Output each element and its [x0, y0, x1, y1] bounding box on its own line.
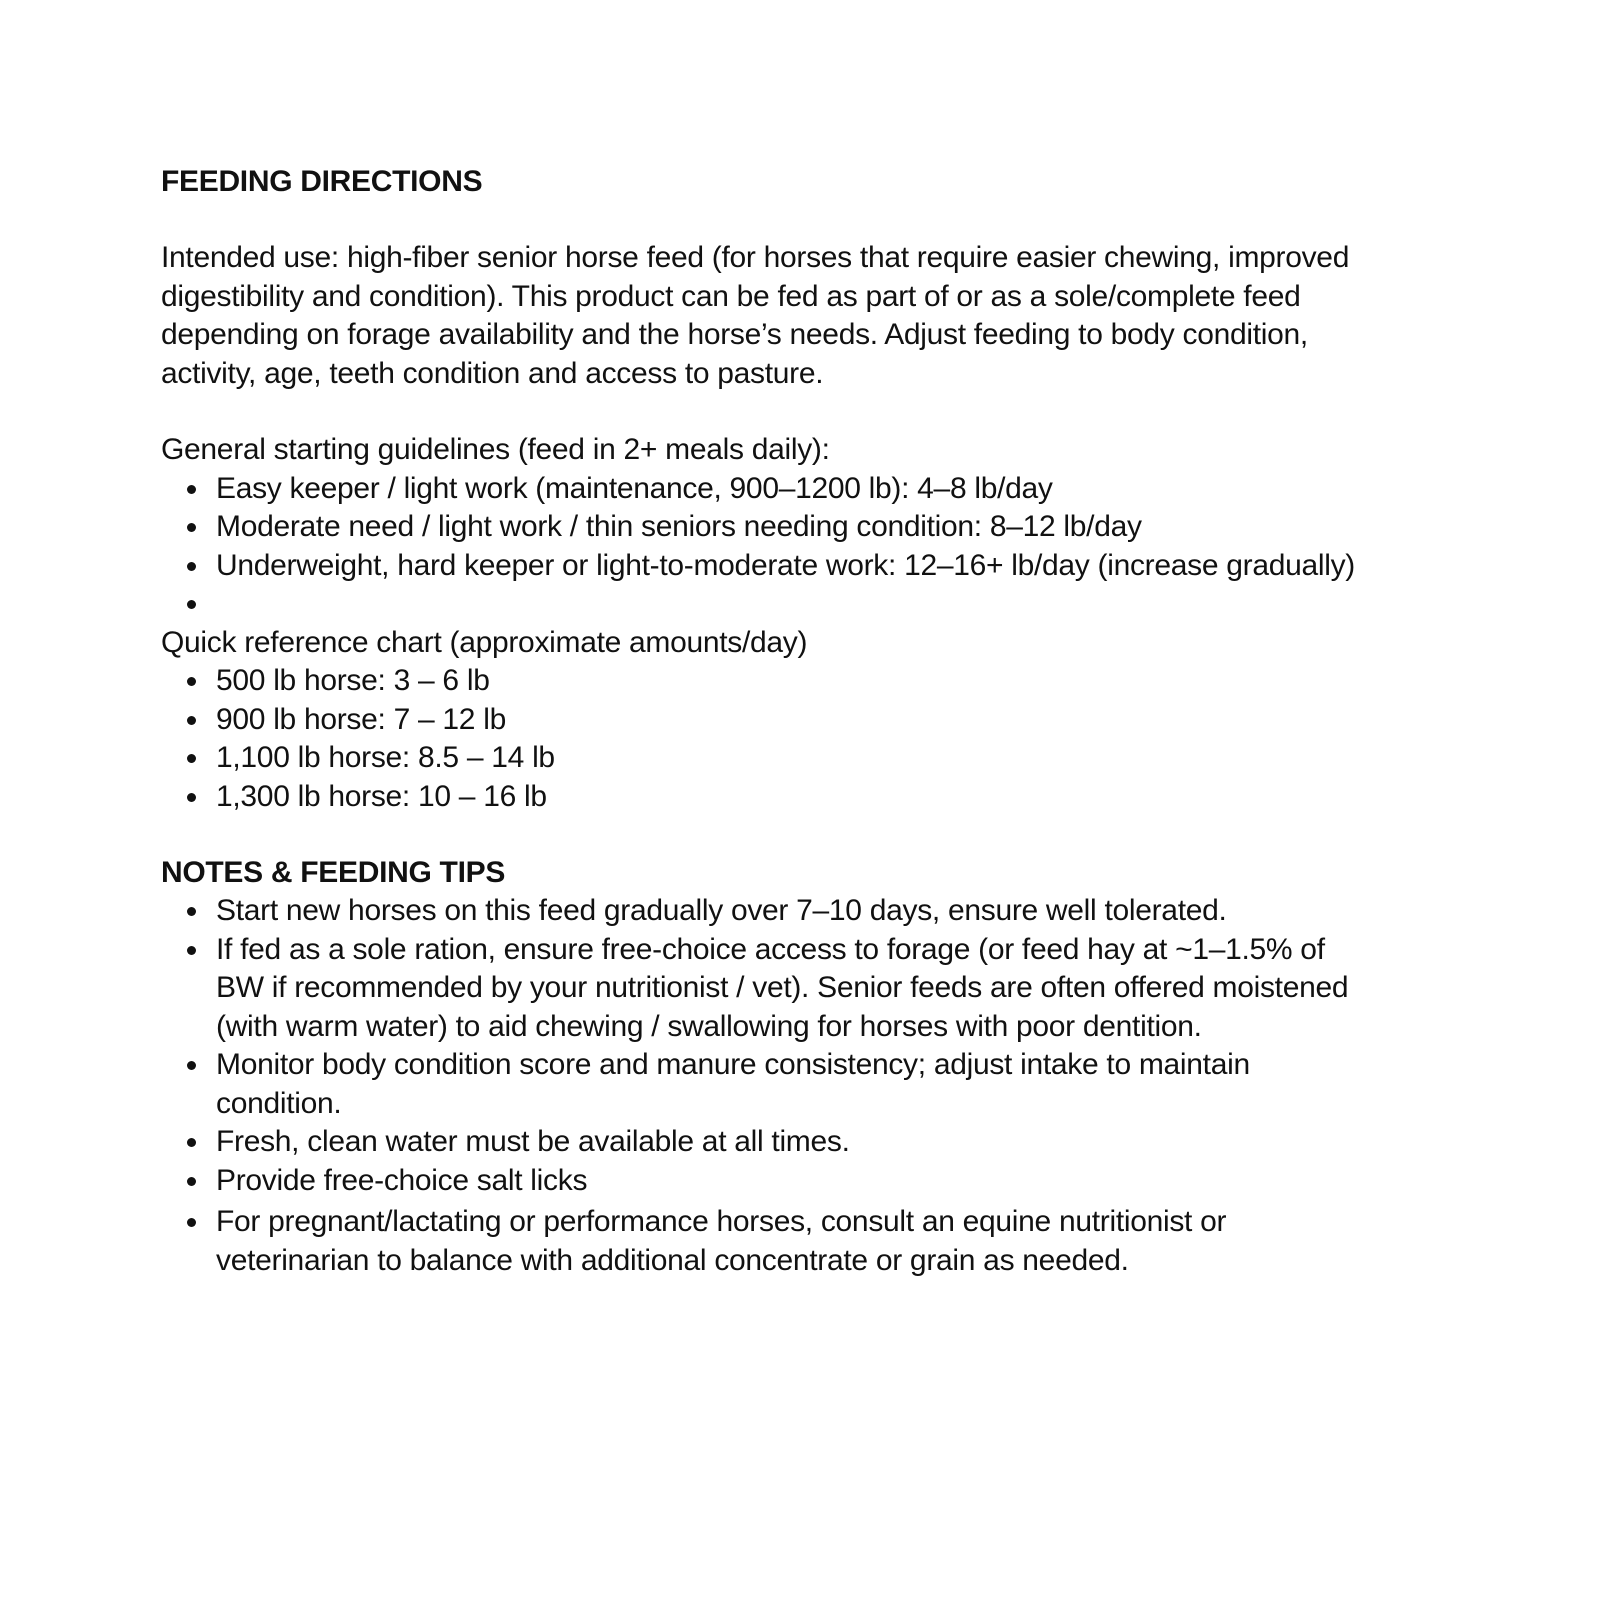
list-item [216, 1123, 1361, 1162]
guidelines-list [161, 470, 1361, 624]
empty-list-item [216, 585, 1361, 624]
feeding-directions-heading: FEEDING DIRECTIONS [161, 165, 483, 198]
list-item-text: Underweight, hard keeper or light-to-moderate work: 12–16+ lb/day (increase gradually) [216, 548, 1355, 582]
notes-list [161, 892, 1361, 1280]
spacer [161, 816, 1361, 854]
notes-heading: NOTES & FEEDING TIPS [161, 856, 506, 889]
quick-reference-list [161, 662, 1361, 816]
list-item-text: 1,100 lb horse: 8.5 – 14 lb [216, 741, 555, 774]
list-item [216, 778, 1361, 817]
guidelines-intro: General starting guidelines (feed in 2+ meals daily): [161, 433, 830, 466]
list-item-text: Easy keeper / light work (maintenance, 900–1200 lb): 4–8 lb/day [216, 471, 1053, 505]
list-item [216, 739, 1361, 778]
list-item [216, 1203, 1361, 1280]
list-item [216, 1162, 1361, 1201]
list-item-text: 1,300 lb horse: 10 – 16 lb [216, 779, 547, 813]
list-item-text: Fresh, clean water must be available at all times. [216, 1125, 850, 1158]
list-item [216, 931, 1361, 1047]
list-item-text: If fed as a sole ration, ensure free-choice access to forage (or feed hay at ~1–1.5% of BW if recommended by your nutritionist / vet). Senior feeds are often offered moistened (with warm water) to aid chewing / swallowing for horses with poor dentition. [216, 932, 1349, 1043]
intended-use-paragraph: Intended use: high-fiber senior horse feed (for horses that require easier chewing, improved digestibility and condition). This product can be fed as part of or as a sole/complete feed depending on forage availability and the horse’s needs. Adjust feeding to body condition, activity, age, teeth condition and access to pasture. [161, 241, 1350, 390]
list-item [216, 547, 1361, 586]
quick-reference-intro: Quick reference chart (approximate amounts/day) [161, 625, 808, 659]
list-item [216, 470, 1361, 509]
list-item-text: Moderate need / light work / thin seniors needing condition: 8–12 lb/day [216, 510, 1142, 543]
list-item-text: Start new horses on this feed gradually over 7–10 days, ensure well tolerated. [216, 894, 1227, 927]
list-item-text: 500 lb horse: 3 – 6 lb [216, 664, 490, 697]
list-item-text: For pregnant/lactating or performance horses, consult an equine nutritionist or veterinarian to balance with additional concentrate or grain as needed. [216, 1205, 1227, 1277]
list-item [216, 508, 1361, 547]
list-item [216, 701, 1361, 740]
list-item-text: 900 lb horse: 7 – 12 lb [216, 702, 506, 736]
spacer [161, 201, 1361, 239]
list-item [216, 1046, 1361, 1123]
list-item-text: Monitor body condition score and manure consistency; adjust intake to maintain condition. [216, 1048, 1250, 1120]
list-item-text: Provide free-choice salt licks [216, 1163, 588, 1197]
list-item [216, 892, 1361, 931]
spacer [161, 393, 1361, 431]
list-item [216, 662, 1361, 701]
document-body [161, 163, 1361, 1280]
